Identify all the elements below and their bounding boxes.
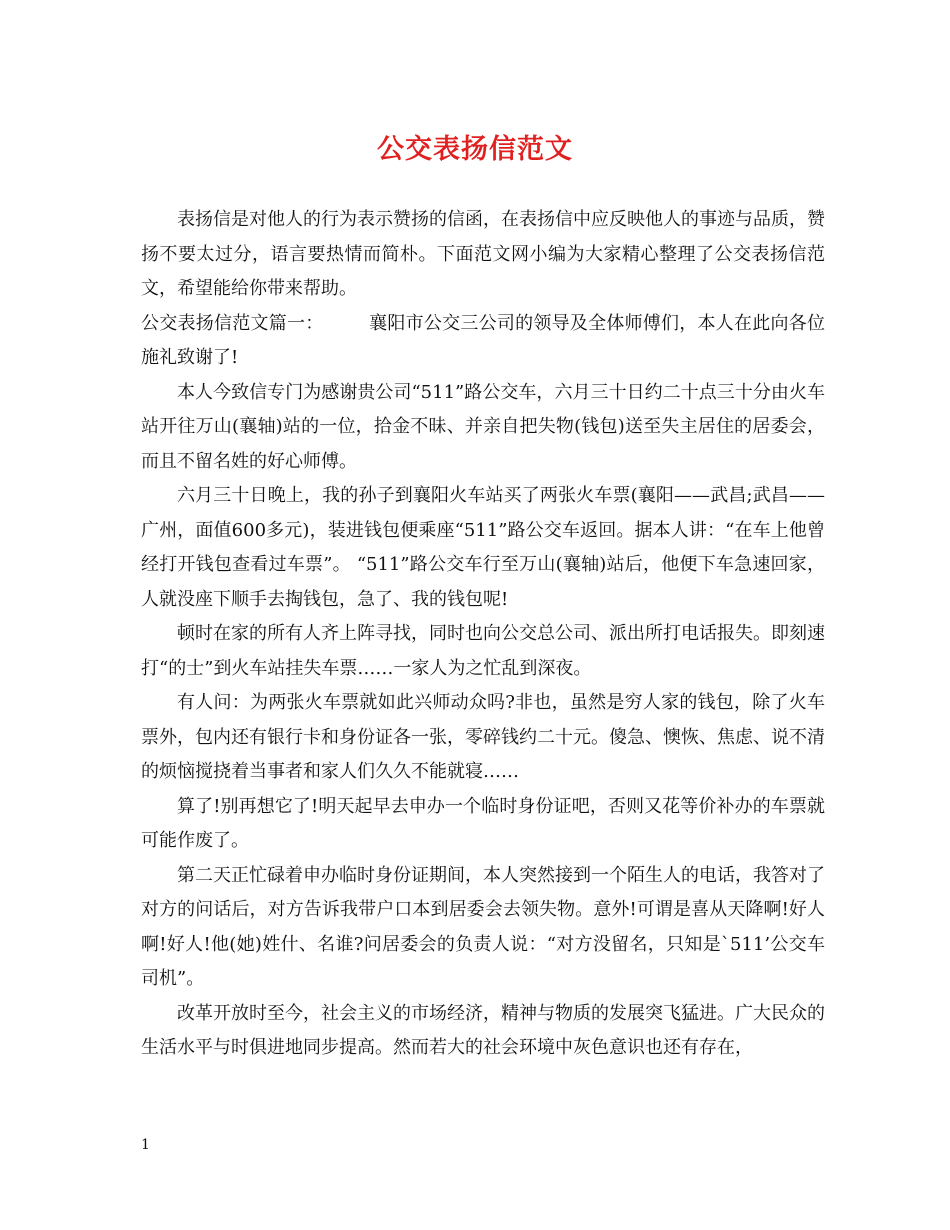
body-paragraph: 算了!别再想它了!明天起早去申办一个临时身份证吧，否则又花等价补办的车票就可能作废了。 <box>141 795 825 851</box>
body-paragraph: 第二天正忙碌着申办临时身份证期间，本人突然接到一个陌生人的电话，我答对了对方的问话后，对方告诉我带户口本到居委会去领失物。意外!可谓是喜从天降啊!好人啊!好人!他(她)姓什、名谁?问居委会的负责人说：“对方没留名，只知是`511’公交车司机”。 <box>141 864 825 989</box>
document-title: 公交表扬信范文 <box>377 134 573 165</box>
page-number: 1 <box>141 1137 150 1153</box>
body-paragraph: 改革开放时至今，社会主义的市场经济，精神与物质的发展突飞猛进。广大民众的生活水平与时俱进地同步提高。然而若大的社会环境中灰色意识也还有存在， <box>141 1002 825 1058</box>
body-paragraph: 六月三十日晚上，我的孙子到襄阳火车站买了两张火车票(襄阳——武昌;武昌——广州，面值600多元)，装进钱包便乘座“511”路公交车返回。据本人讲：“在车上他曾经打开钱包查看过车票”。 “511”路公交车行至万山(襄轴)站后，他便下车急速回家，人就没座下顺手去掏钱包，急了、我的钱包呢! <box>141 485 825 610</box>
body-paragraph: 本人今致信专门为感谢贵公司“511”路公交车，六月三十日约二十点三十分由火车站开往万山(襄轴)站的一位，拾金不昧、并亲自把失物(钱包)送至失主居住的居委会，而且不留名姓的好心师傅。 <box>141 381 825 472</box>
body-paragraph: 有人问：为两张火车票就如此兴师动众吗?非也，虽然是穷人家的钱包，除了火车票外，包内还有银行卡和身份证各一张，零碎钱约二十元。傻急、懊恢、焦虑、说不清的烦恼搅挠着当事者和家人们久久不能就寝…… <box>141 692 825 782</box>
body-paragraph: 顿时在家的所有人齐上阵寻找，同时也向公交总公司、派出所打电话报失。即刻速打“的士”到火车站挂失车票……一家人为之忙乱到深夜。 <box>141 623 825 679</box>
document-body <box>141 203 825 1066</box>
intro-paragraph: 表扬信是对他人的行为表示赞扬的信函，在表扬信中应反映他人的事迹与品质，赞扬不要太过分，语言要热情而简朴。下面范文网小编为大家精心整理了公交表扬信范文，希望能给你带来帮助。 <box>141 209 825 299</box>
letter-heading-paragraph: 公交表扬信范文篇一： 襄阳市公交三公司的领导及全体师傅们，本人在此向各位施礼致谢了! <box>141 312 825 368</box>
